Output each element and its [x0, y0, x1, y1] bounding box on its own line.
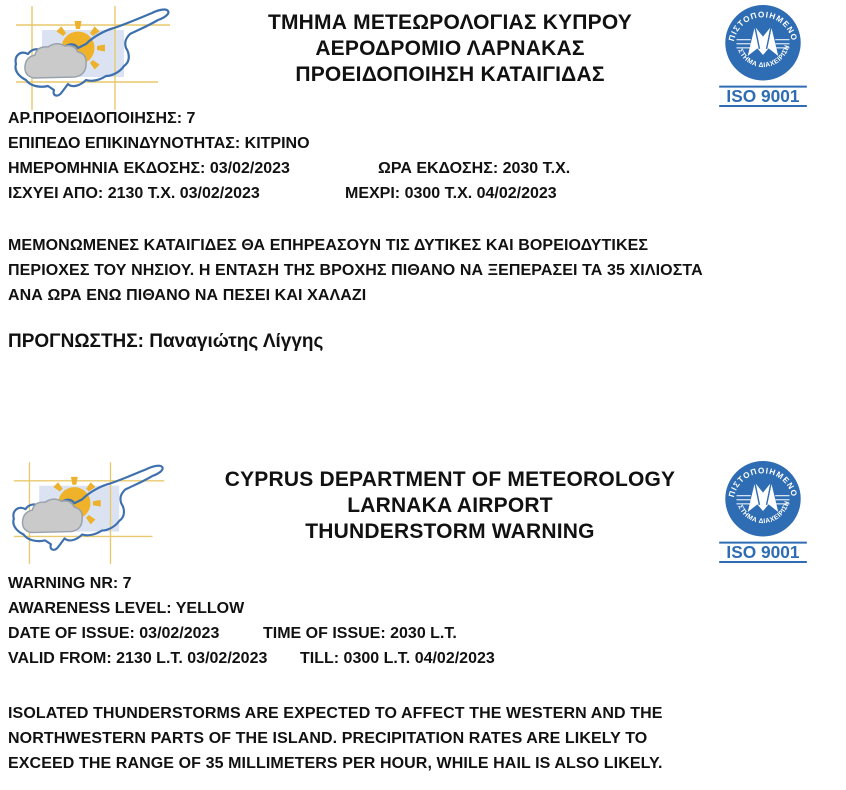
- english-body-line-3: EXCEED THE RANGE OF 35 MILLIMETERS PER HOUR, WHILE HAIL IS ALSO LIKELY.: [8, 755, 663, 772]
- english-warning-number: WARNING NR: 7: [8, 575, 132, 592]
- english-body-line-2: NORTHWESTERN PARTS OF THE ISLAND. PRECIPITATION RATES ARE LIKELY TO: [8, 730, 648, 747]
- greek-valid-till: ΜΕΧΡΙ: 0300 Τ.Χ. 04/02/2023: [345, 185, 557, 202]
- cyprus-weather-logo-english: [6, 460, 172, 568]
- english-time-of-issue: TIME OF ISSUE: 2030 L.T.: [263, 625, 457, 642]
- english-date-of-issue: DATE OF ISSUE: 03/02/2023: [8, 625, 220, 642]
- greek-warning-number: ΑΡ.ΠΡΟΕΙΔΟΠΟΙΗΣΗΣ: 7: [8, 110, 196, 127]
- greek-issue-line: [8, 159, 571, 179]
- greek-date-of-issue: ΗΜΕΡΟΜΗΝΙΑ ΕΚΔΟΣΗΣ: 03/02/2023: [8, 160, 290, 177]
- english-body-line-1: ISOLATED THUNDERSTORMS ARE EXPECTED TO AFFECT THE WESTERN AND THE: [8, 705, 663, 722]
- greek-title-line-2: ΑΕΡΟΔΡΟΜΙΟ ΛΑΡΝΑΚΑΣ: [315, 37, 585, 60]
- english-awareness-level: AWARENESS LEVEL: YELLOW: [8, 600, 245, 617]
- iso-9001-badge-greek: [712, 2, 814, 108]
- greek-forecaster: ΠΡΟΓΝΩΣΤΗΣ: Παναγιώτης Λίγγης: [8, 331, 324, 352]
- greek-valid-from: ΙΣΧΥΕΙ ΑΠΟ: 2130 Τ.Χ. 03/02/2023: [8, 185, 260, 202]
- english-title-line-2: LARNAKA AIRPORT: [347, 494, 553, 517]
- english-title-line-3: THUNDERSTORM WARNING: [305, 520, 595, 543]
- english-valid-from: VALID FROM: 2130 L.T. 03/02/2023: [8, 650, 268, 667]
- english-validity-line: [8, 649, 495, 669]
- greek-title-line-3: ΠΡΟΕΙΔΟΠΟΙΗΣΗ ΚΑΤΑΙΓΙΔΑΣ: [295, 63, 605, 86]
- english-issue-line: [8, 624, 457, 644]
- greek-awareness-level: ΕΠΙΠΕΔΟ ΕΠΙΚΙΝΔΥΝΟΤΗΤΑΣ: ΚΙΤΡΙΝΟ: [8, 135, 310, 152]
- greek-body-line-1: ΜΕΜΟΝΩΜΕΝΕΣ ΚΑΤΑΙΓΙΔΕΣ ΘΑ ΕΠΗΡΕΑΣΟΥΝ ΤΙΣ ΔΥΤΙΚΕΣ ΚΑΙ ΒΟΡΕΙΟΔΥΤΙΚΕΣ: [8, 237, 649, 254]
- greek-body-line-2: ΠΕΡΙΟΧΕΣ ΤΟΥ ΝΗΣΙΟΥ. Η ΕΝΤΑΣΗ ΤΗΣ ΒΡΟΧΗΣ ΠΙΘΑΝΟ ΝΑ ΞΕΠΕΡΑΣΕΙ ΤΑ 35 ΧΙΛΙΟΣΤΑ: [8, 262, 703, 279]
- english-title-line-1: CYPRUS DEPARTMENT OF METEOROLOGY: [224, 468, 676, 491]
- greek-validity-line: [8, 184, 557, 204]
- iso-9001-badge-english: [712, 458, 814, 564]
- greek-time-of-issue: ΩΡΑ ΕΚΔΟΣΗΣ: 2030 Τ.Χ.: [378, 160, 571, 177]
- greek-body-line-3: ΑΝΑ ΩΡΑ ΕΝΩ ΠΙΘΑΝΟ ΝΑ ΠΕΣΕΙ ΚΑΙ ΧΑΛΑΖΙ: [8, 287, 367, 304]
- english-title-block: [150, 467, 750, 545]
- english-valid-till: TILL: 0300 L.T. 04/02/2023: [300, 650, 495, 667]
- greek-title-line-1: ΤΜΗΜΑ ΜΕΤΕΩΡΟΛΟΓΙΑΣ ΚΥΠΡΟΥ: [267, 11, 633, 34]
- greek-title-block: [150, 10, 750, 88]
